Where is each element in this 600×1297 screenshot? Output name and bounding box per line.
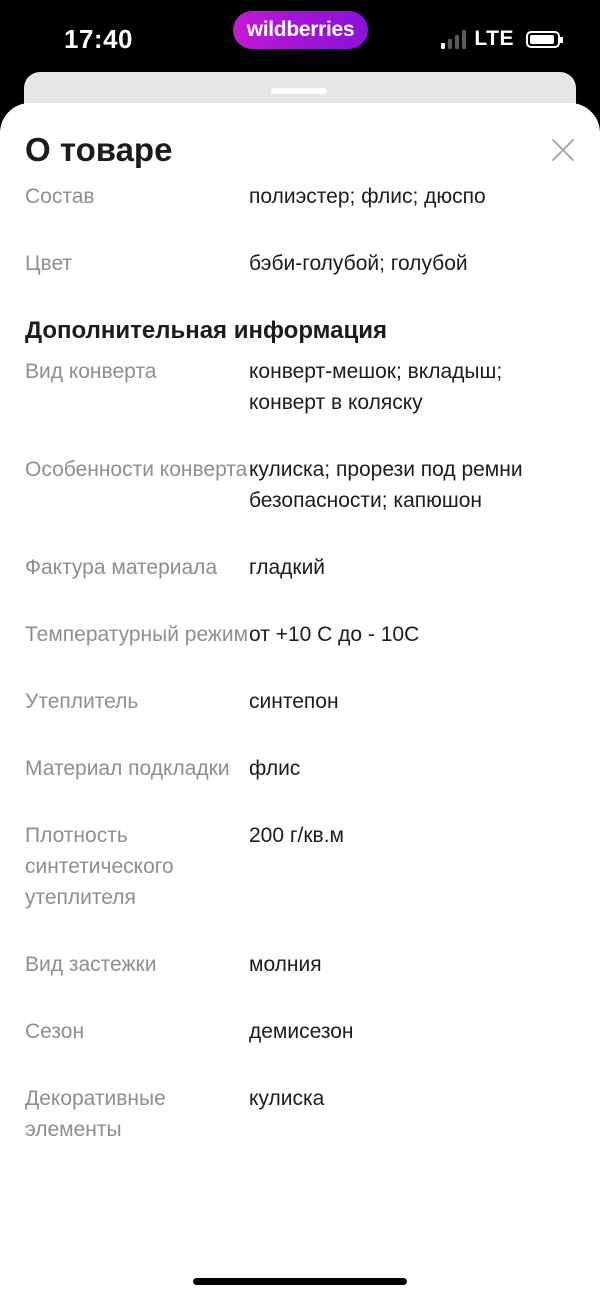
attribute-label: Цвет [25,252,73,275]
attribute-label: Температурный режим [25,623,249,646]
signal-icon [441,29,466,49]
attribute-label: Особенности конверта [25,458,248,481]
status-indicators [441,27,560,51]
sheet-content [25,181,575,1181]
attribute-row [25,248,575,279]
attribute-value: от +10 С до - 10С [249,623,420,646]
attribute-row [25,1083,575,1145]
attribute-row [25,552,575,583]
attribute-value: гладкий [249,556,326,579]
attribute-row [25,949,575,980]
attribute-row [25,356,575,418]
attribute-value: флис [249,757,301,780]
section-title-additional-info: Дополнительная информация [25,317,387,344]
attribute-label: Плотность синтетического утеплителя [25,824,174,909]
status-time: 17:40 [64,24,133,54]
attribute-label: Материал подкладки [25,757,230,780]
attribute-value: демисезон [249,1020,354,1043]
attribute-row [25,1016,575,1047]
close-icon[interactable] [546,133,580,167]
battery-icon [526,31,560,48]
attribute-row [25,454,575,516]
sheet-title: О товаре [25,131,180,169]
attribute-value: конверт-мешок; вкладыш; конверт в коляску [249,360,503,414]
attribute-label: Сезон [25,1020,85,1043]
drag-handle[interactable] [271,88,327,94]
attribute-label: Декоративные элементы [25,1087,166,1141]
attribute-value: полиэстер; флис; дюспо [249,185,486,208]
attribute-row [25,686,575,717]
attribute-row [25,820,575,913]
attribute-row [25,753,575,784]
attribute-label: Вид конверта [25,360,157,383]
attribute-row [25,181,575,212]
attribute-label: Фактура материала [25,556,218,579]
attribute-row [25,619,575,650]
attribute-value: 200 г/кв.м [249,824,344,847]
attribute-value: кулиска [249,1087,325,1110]
status-bar [0,0,600,80]
home-indicator[interactable] [193,1278,407,1285]
network-type: LTE [474,27,514,50]
product-info-sheet [0,103,600,1297]
attribute-value: синтепон [249,690,339,713]
attribute-label: Вид застежки [25,953,157,976]
attribute-value: молния [249,953,322,976]
attribute-value: бэби-голубой; голубой [249,252,468,275]
brand-logo: wildberries [233,11,368,49]
attribute-label: Состав [25,185,95,208]
attribute-value: кулиска; прорези под ремни безопасности; капюшон [249,458,523,512]
attribute-label: Утеплитель [25,690,139,713]
